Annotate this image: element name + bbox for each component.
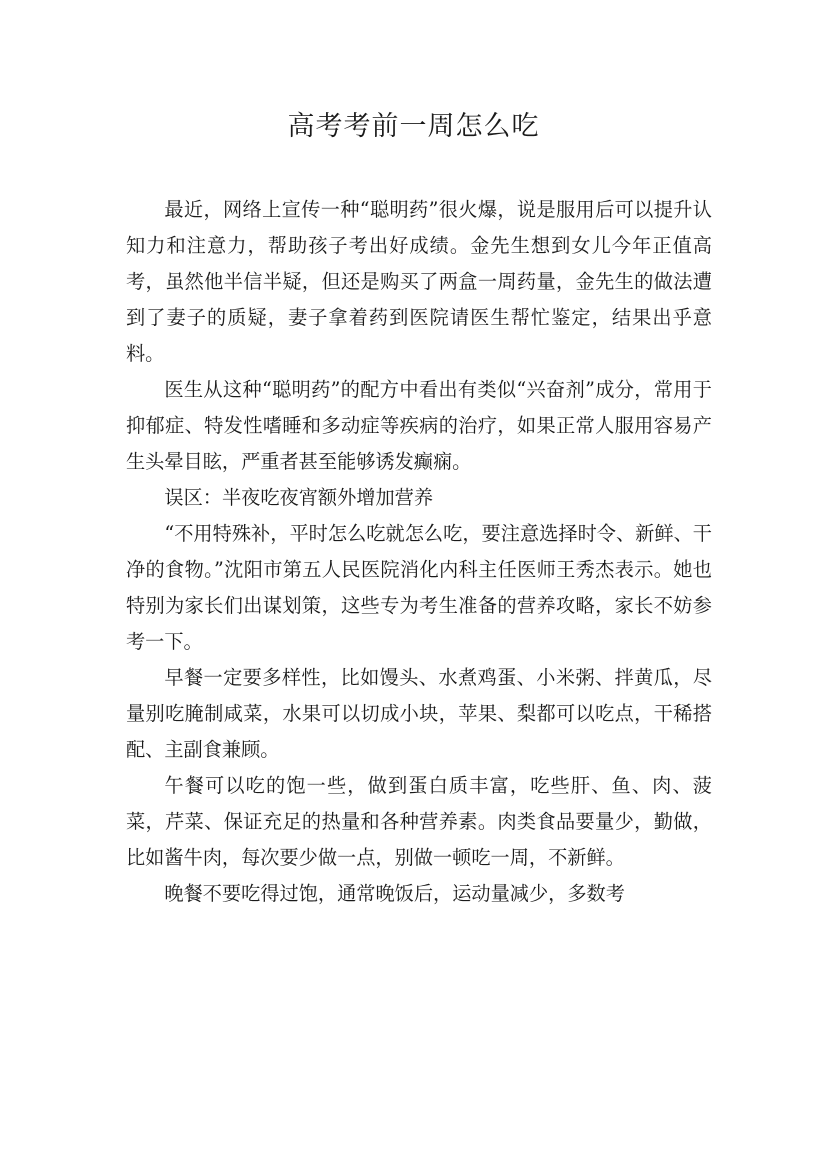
paragraph-expert-quote: “不用特殊补，平时怎么吃就怎么吃，要注意选择时令、新鲜、干净的食物。”沈阳市第五人民医院消化内科主任医师王秀杰表示。她也特别为家长们出谋划策，这些专为考生准备的营养攻略，家长不妨参考一下。 [126,522,712,653]
paragraph-misconception-heading: 误区：半夜吃夜宵额外增加营养 [164,486,434,509]
document-title: 高考考前一周怎么吃 [287,111,540,142]
paragraph-breakfast: 早餐一定要多样性，比如馒头、水煮鸡蛋、小米粥、拌黄瓜，尽量别吃腌制咸菜，水果可以切成小块，苹果、梨都可以吃点，干稀搭配、主副食兼顾。 [126,666,712,761]
paragraph-dinner: 晚餐不要吃得过饱，通常晚饭后，运动量减少，多数考 [164,882,625,905]
paragraph-lunch: 午餐可以吃的饱一些，做到蛋白质丰富，吃些肝、鱼、肉、菠菜，芹菜、保证充足的热量和各种营养素。肉类食品要量少，勤做，比如酱牛肉，每次要少做一点，别做一顿吃一周，不新鲜。 [126,774,712,869]
paragraph-doctor-analysis: 医生从这种“聪明药”的配方中看出有类似“兴奋剂”成分，常用于抑郁症、特发性嗜睡和多动症等疾病的治疗，如果正常人服用容易产生头晕目眩，严重者甚至能够诱发癫痫。 [126,378,712,473]
document-body [126,192,712,912]
paragraph-intro: 最近，网络上宣传一种“聪明药”很火爆，说是服用后可以提升认知力和注意力，帮助孩子考出好成绩。金先生想到女儿今年正值高考，虽然他半信半疑，但还是购买了两盒一周药量，金先生的做法遭到了妻子的质疑，妻子拿着药到医院请医生帮忙鉴定，结果出乎意料。 [126,198,712,365]
